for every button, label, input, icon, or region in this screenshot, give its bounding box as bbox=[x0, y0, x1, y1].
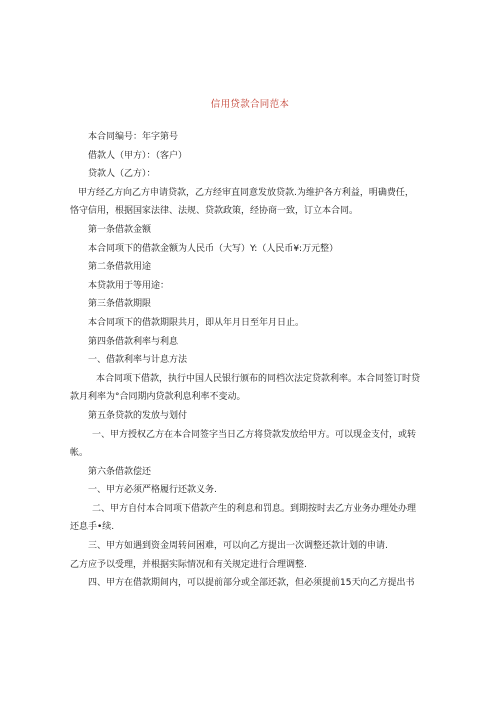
article-6-clause-4-line-1: 四、甲方在借款期间内，可以提前部分或全部还款，但必须提前15天向乙方提出书 bbox=[88, 578, 415, 589]
borrower-line: 借款人（甲方）：（客户） bbox=[88, 150, 188, 161]
article-3-heading: 第三条借款期限 bbox=[88, 299, 152, 310]
contract-number-line: 本合同编号：年字第号 bbox=[88, 132, 179, 142]
article-1-heading: 第一条借款金额 bbox=[88, 224, 152, 235]
article-4-heading: 第四条借款利率与利息 bbox=[88, 336, 179, 347]
article-2-text: 本贷款用于等用途： bbox=[88, 280, 170, 291]
article-4-text-line-1: 本合同项下借款，执行中国人民银行颁布的同档次法定贷款利率。本合同签订时贷 bbox=[96, 373, 421, 384]
article-6-clause-3-line-1: 三、甲方如遇到资金周转问困难，可以向乙方提出一次调整还款计划的申请. bbox=[88, 541, 388, 552]
article-6-clause-3-line-2: 乙方应予以受理，并根据实际情况和有关规定进行合理调整. bbox=[70, 559, 307, 570]
article-5-heading: 第五条贷款的发放与划付 bbox=[88, 410, 188, 421]
document-title: 信用贷款合同范本 bbox=[210, 99, 290, 110]
article-5-text-line-2: 帐。 bbox=[70, 448, 89, 459]
lender-line: 贷款人（乙方）： bbox=[88, 169, 156, 180]
article-6-clause-2-line-2: 还息手•续. bbox=[70, 522, 115, 533]
article-2-heading: 第二条借款用途 bbox=[88, 262, 152, 273]
article-6-clause-1: 一、甲方必须严格履行还款义务. bbox=[88, 485, 217, 496]
article-5-text-line-1: 一、甲方授权乙方在本合同签字当日乙方将贷款发放给甲方。可以现金支付，或转 bbox=[92, 429, 417, 440]
article-1-text: 本合同项下的借款金额为人民币（大写）Y:（人民币¥:万元整） bbox=[88, 243, 339, 254]
preamble-line-2: 恪守信用，根据国家法律、法规、贷款政策，经协商一致，订立本合同。 bbox=[70, 206, 359, 217]
article-4-clause-1: 一、借款利率与计息方法 bbox=[88, 355, 188, 366]
document-body bbox=[70, 128, 421, 593]
article-6-clause-2-line-1: 二、甲方自付本合同项下借款产生的利息和罚息。到期按时去乙方业务办理处办理 bbox=[92, 503, 417, 514]
article-3-text: 本合同项下的借款期限共月，即从年月日至年月日止。 bbox=[88, 317, 305, 328]
article-6-heading: 第六条借款偿还 bbox=[88, 466, 152, 477]
preamble-line-1: 甲方经乙方向乙方申请贷款，乙方经审直同意发放贷款.为维护各方利益，明确费任， bbox=[78, 187, 414, 198]
article-4-text-line-2: 款月利率为°合同期内贷款利息利率不变动。 bbox=[70, 392, 246, 403]
